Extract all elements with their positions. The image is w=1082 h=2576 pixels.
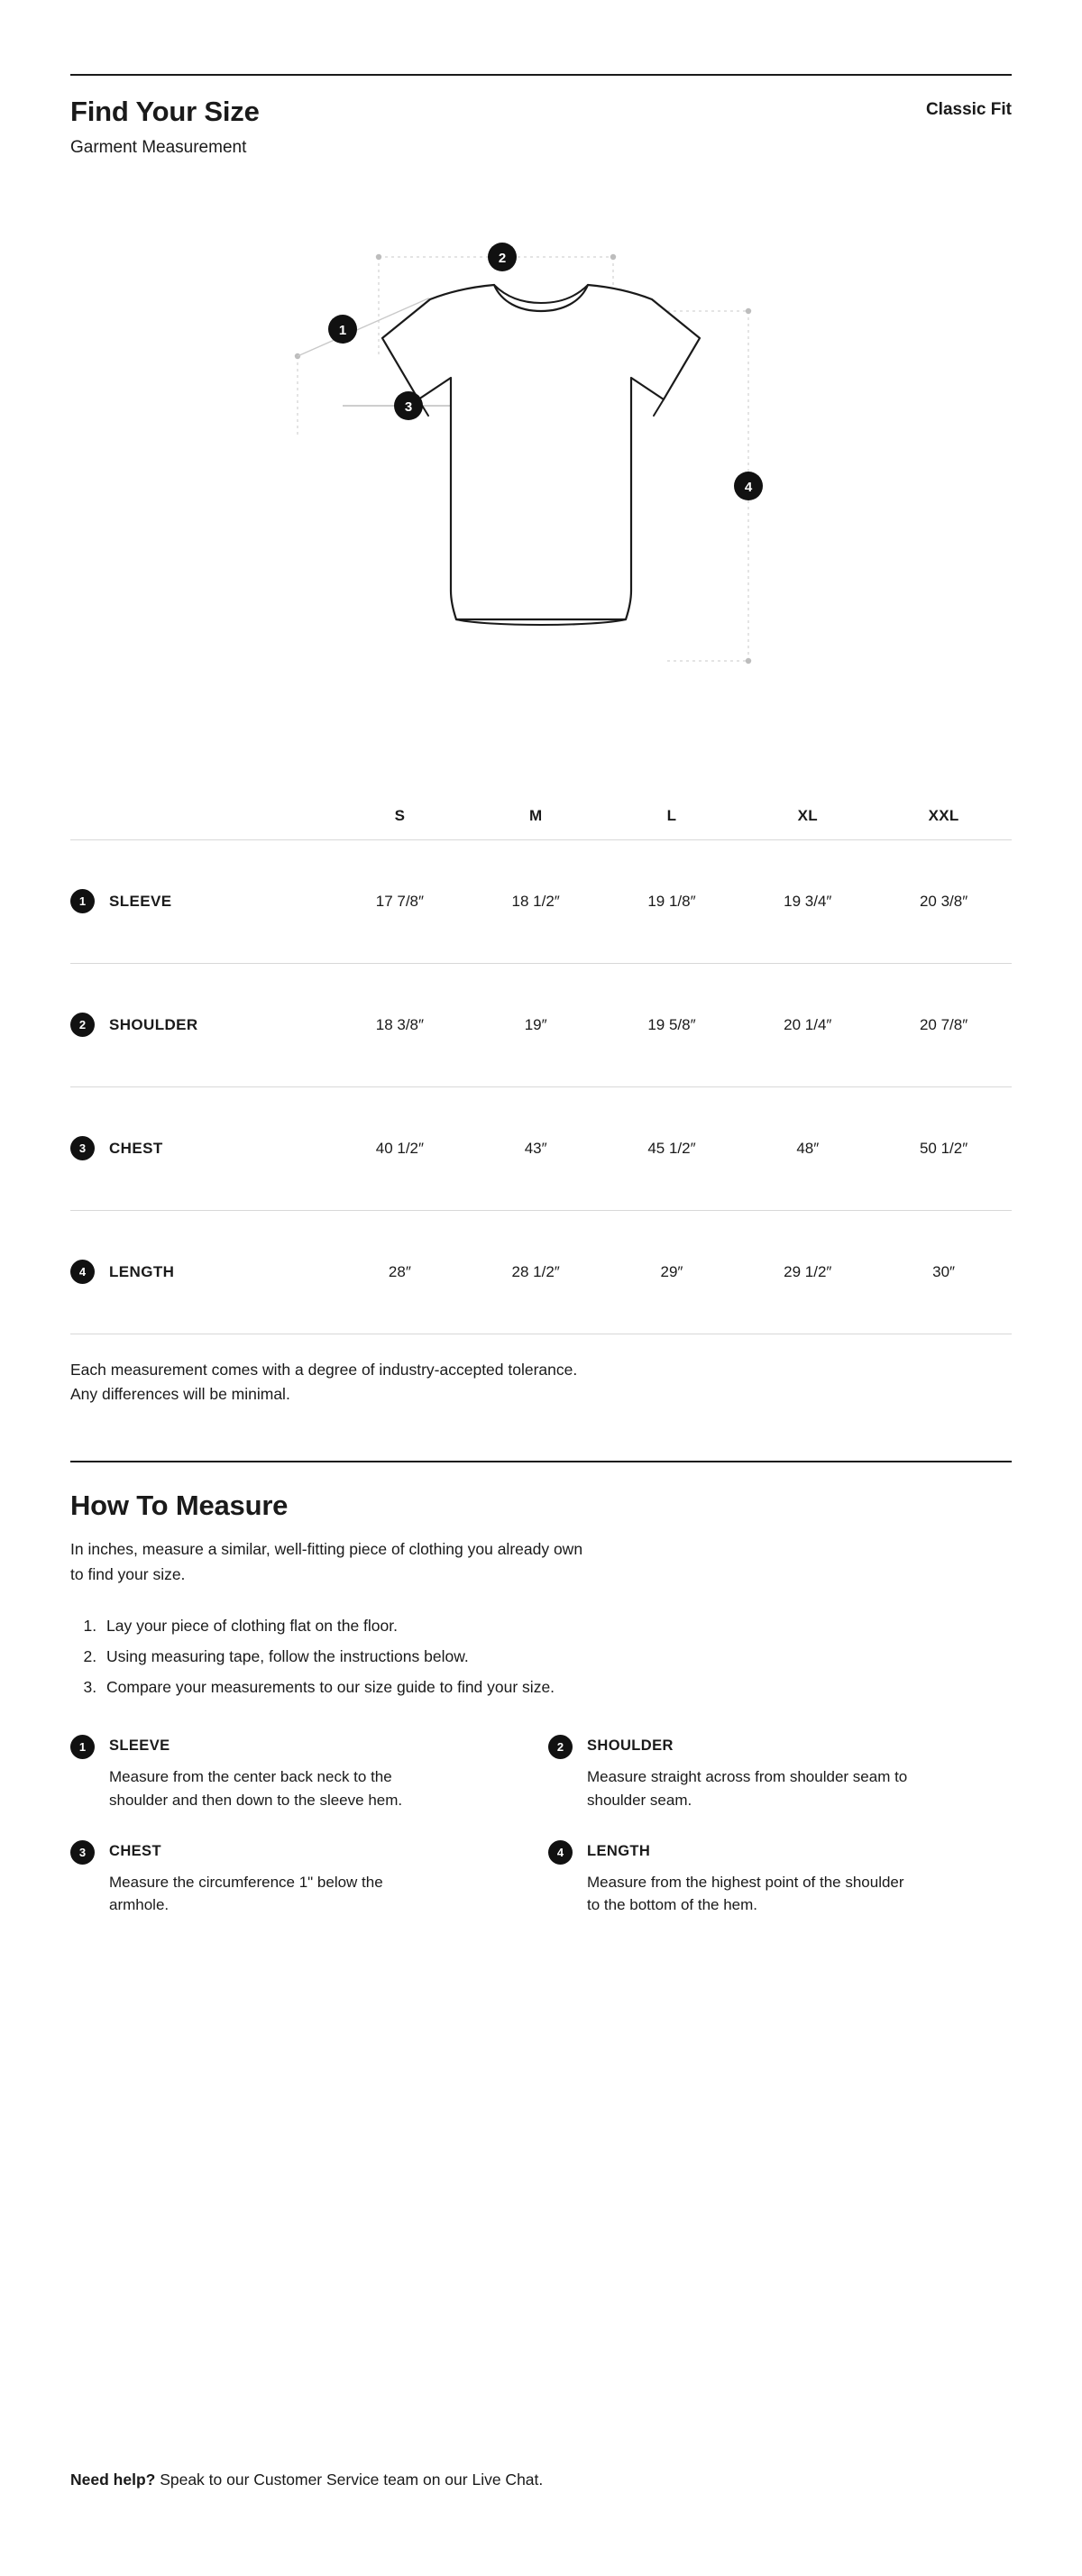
definition-badge-2: 2: [548, 1735, 573, 1759]
definition-sleeve: [70, 1735, 534, 1811]
diagram-marker-1: [328, 315, 357, 344]
column-header-xxl: XXL: [928, 806, 959, 824]
svg-text:2: 2: [498, 250, 507, 266]
column-header-m: M: [528, 806, 543, 824]
definition-badge-3: 3: [70, 1840, 95, 1865]
garment-diagram-container: [70, 212, 1012, 771]
footer-help-label: Need help?: [70, 2471, 156, 2489]
footer-help: [70, 2471, 1012, 2489]
column-header-l: L: [666, 806, 677, 824]
definition-length: [548, 1840, 1012, 1917]
list-item: 3. Compare your measurements to our size guide to find your size.: [101, 1672, 1012, 1702]
definition-shoulder: [548, 1735, 1012, 1811]
header-left: [70, 96, 260, 158]
measure-steps-list: [70, 1610, 1012, 1702]
cell-shoulder-m: 19″: [524, 1015, 547, 1033]
tolerance-line-1: Each measurement comes with a degree of industry-accepted tolerance.: [70, 1360, 578, 1379]
how-to-measure-intro: [70, 1536, 1012, 1587]
definition-text-sleeve: Measure from the center back neck to the shoulder and then down to the sleeve hem.: [109, 1768, 403, 1809]
tshirt-measurement-diagram: [243, 212, 839, 771]
list-item: 1. Lay your piece of clothing flat on the floor.: [101, 1610, 1012, 1641]
cell-sleeve-xl: 19 3/4″: [784, 892, 832, 910]
definition-title-length: LENGTH: [587, 1843, 651, 1860]
tshirt-outline: [382, 285, 700, 625]
row-label-chest: [70, 1086, 332, 1210]
how-to-measure-title: How To Measure: [70, 1489, 289, 1521]
cell-shoulder-s: 18 3/8″: [375, 1015, 425, 1033]
definition-badge-1: 1: [70, 1735, 95, 1759]
size-guide-page: [0, 74, 1082, 2576]
cell-sleeve-s: 17 7/8″: [375, 892, 425, 910]
row-label-length: [70, 1210, 332, 1334]
diagram-marker-2: [488, 243, 517, 271]
cell-shoulder-xl: 20 1/4″: [784, 1015, 832, 1033]
row-name-chest: CHEST: [109, 1139, 163, 1157]
cell-length-m: 28 1/2″: [511, 1262, 560, 1280]
cell-sleeve-l: 19 1/8″: [647, 892, 696, 910]
page-header: [70, 96, 1012, 158]
intro-line-2: to find your size.: [70, 1564, 186, 1583]
top-divider: [70, 74, 1012, 76]
page-title: Find Your Size: [70, 96, 260, 127]
size-chart-table: [70, 807, 1012, 1334]
cell-length-xxl: 30″: [932, 1262, 956, 1280]
column-header-s: S: [394, 806, 406, 824]
diagram-marker-3: [394, 391, 423, 420]
svg-text:3: 3: [404, 399, 413, 415]
measurement-definitions: [70, 1735, 1012, 1917]
table-row: [70, 1086, 1012, 1210]
row-name-sleeve: SLEEVE: [109, 892, 172, 910]
cell-length-xl: 29 1/2″: [784, 1262, 832, 1280]
tolerance-line-2: Any differences will be minimal.: [70, 1384, 290, 1403]
cell-chest-l: 45 1/2″: [647, 1139, 696, 1157]
table-row: [70, 839, 1012, 963]
diagram-marker-4: [734, 472, 763, 500]
definition-text-chest: Measure the circumference 1" below the armhole.: [109, 1873, 383, 1914]
column-header-measurement: [70, 807, 332, 840]
definition-title-chest: CHEST: [109, 1843, 161, 1860]
definition-text-shoulder: Measure straight across from shoulder seam to shoulder seam.: [587, 1768, 908, 1809]
row-name-length: LENGTH: [109, 1262, 175, 1280]
table-row: [70, 1210, 1012, 1334]
cell-shoulder-xxl: 20 7/8″: [919, 1015, 968, 1033]
fit-label: Classic Fit: [925, 100, 1012, 119]
row-name-shoulder: SHOULDER: [109, 1015, 198, 1033]
row-badge-3: 3: [70, 1136, 95, 1160]
row-badge-1: 1: [70, 889, 95, 913]
row-badge-4: 4: [70, 1260, 95, 1284]
cell-length-s: 28″: [388, 1262, 411, 1280]
table-row: [70, 963, 1012, 1086]
cell-chest-xl: 48″: [796, 1139, 820, 1157]
svg-text:1: 1: [338, 322, 347, 338]
footer-help-text: Speak to our Customer Service team on our Live Chat.: [155, 2471, 544, 2489]
page-subtitle: Garment Measurement: [70, 137, 247, 157]
intro-line-1: In inches, measure a similar, well-fitting piece of clothing you already own: [70, 1539, 583, 1558]
definition-chest: [70, 1840, 534, 1917]
how-to-measure-divider: [70, 1461, 1012, 1462]
row-label-shoulder: [70, 963, 332, 1086]
row-label-sleeve: [70, 839, 332, 963]
cell-shoulder-l: 19 5/8″: [647, 1015, 696, 1033]
svg-text:4: 4: [744, 479, 753, 495]
size-chart-header-row: [70, 807, 1012, 840]
column-header-xl: XL: [797, 806, 818, 824]
cell-length-l: 29″: [660, 1262, 683, 1280]
cell-chest-s: 40 1/2″: [375, 1139, 425, 1157]
definition-text-length: Measure from the highest point of the shoulder to the bottom of the hem.: [587, 1873, 904, 1914]
definition-title-shoulder: SHOULDER: [587, 1737, 674, 1755]
tolerance-note: [70, 1358, 1012, 1407]
cell-sleeve-m: 18 1/2″: [511, 892, 560, 910]
definition-title-sleeve: SLEEVE: [109, 1737, 170, 1755]
definition-badge-4: 4: [548, 1840, 573, 1865]
cell-chest-xxl: 50 1/2″: [919, 1139, 968, 1157]
list-item: 2. Using measuring tape, follow the instructions below.: [101, 1641, 1012, 1672]
row-badge-2: 2: [70, 1013, 95, 1037]
cell-chest-m: 43″: [524, 1139, 547, 1157]
cell-sleeve-xxl: 20 3/8″: [919, 892, 968, 910]
